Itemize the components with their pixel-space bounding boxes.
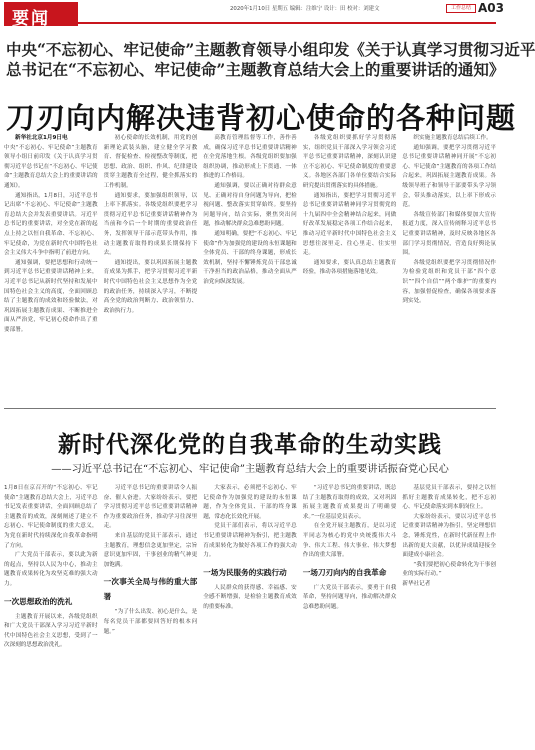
body-paragraph: 基层党员干部表示，要持之以恒抓好主题教育成果转化，把不忘初心、牢记使命落实到本职岗位上。: [402, 485, 496, 511]
body-paragraph: 人民群众的获得感、幸福感、安全感不断增强，是检验主题教育成效的重要标准。: [203, 584, 297, 610]
article-1-kicker-line-1: 中央“不忘初心、牢记使命”主题教育领导小组印发《关于认真学习贯彻习近平: [6, 40, 535, 59]
dateline: 新华社北京1月9日电: [15, 135, 68, 141]
body-paragraph: 通知强调，要以正确对待群众意见、正确对待自身问题为导向，把检视问题、整改落实贯穿始终。要坚持问题导向，结合实际，聚焦突出问题，推动解决群众急难愁盼问题。: [203, 182, 297, 228]
body-paragraph: 通知指出，要把学习贯彻习近平总书记重要讲话精神同学习贯彻党的十九届四中全会精神结合起来，同做好改革发展稳定各项工作结合起来，推动习近平新时代中国特色社会主义思想往深里走、往心里走、往实里走。: [302, 192, 397, 257]
body-paragraph: 通知强调，要把思想和行动统一到习近平总书记重要讲话精神上来，习近平总书记从新时代坚持和发展中国特色社会主义的高度，全面回顾总结了主题教育的成效和经验做法，对巩固拓展主题教育成果、不断推进全面从严治党，牢记初心使命作出了重要部署。: [4, 259, 98, 333]
article-divider: [4, 408, 496, 409]
body-paragraph: 党员干部们表示，将以习近平总书记重要讲话精神为指引，把主题教育成果转化为做好各项工作的强大动力。: [203, 523, 297, 559]
article-1-kicker-line-2: 总书记在“不忘初心、牢记使命”主题教育总结大会上的重要讲话的通知》: [6, 60, 505, 79]
article1-column: [402, 134, 496, 402]
article-1-body: [4, 134, 496, 402]
section-tag-label: 要闻: [12, 9, 50, 29]
body-paragraph: “为了什么出发、初心是什么，是每名党员干部都要回答好的根本问题。”: [103, 609, 198, 635]
body-paragraph: 广大党员干部表示，要以此为新的起点，坚持以人民为中心，推动主题教育成果转化为攻坚克难的强大动力。: [4, 552, 98, 587]
body-paragraph: 各级宣传部门和媒体要加大宣传报道力度，深入宣传阐释习近平总书记重要讲话精神，及时反映各地区各部门学习贯彻情况，营造良好舆论氛围。: [402, 211, 496, 257]
body-paragraph: “习近平总书记的重要讲话，既总结了主题教育取得的成效，又对巩固拓展主题教育成果提出了明确要求。”一位基层党员表示。: [302, 485, 397, 520]
masthead: [0, 0, 504, 30]
article2-column: [303, 484, 397, 746]
article-1-headline: 刀刃向内解决违背初心使命的各种问题: [6, 101, 517, 135]
article1-column: [303, 134, 397, 402]
article1-column: [203, 134, 297, 402]
section-subheading: 一次思想政治的洗礼: [4, 596, 73, 606]
body-paragraph: 1月8日在京召开的“不忘初心、牢记使命”主题教育总结大会上，习近平总书记发表重要讲话，全面回顾总结了主题教育的成效，深刻阐述了建立不忘初心、牢记使命制度的重大意义，为党在新时代持续深化自我革命指明了方向。: [4, 485, 98, 549]
body-paragraph: 通知明确，要把“不忘初心、牢记使命”作为加强党的建设的永恒课题和全体党员、干部的终身课题，形成长效机制，坚持不懈锤炼党员干部忠诚干净担当的政治品格，推动全面从严治党向纵深发展。: [203, 230, 297, 285]
article1-column: [104, 134, 198, 402]
article2-column: [203, 484, 297, 746]
body-paragraph: 通知强调，要把学习贯彻习近平总书记重要讲话精神同开展“不忘初心、牢记使命”主题教育的各项工作结合起来，巩固拓展主题教育成果。各级领导班子和领导干部要带头学习领会，带头推动落实，以上率下形成示范。: [402, 144, 496, 209]
masthead-rule: [78, 22, 496, 24]
section-subheading: 一场为民服务的实践行动: [203, 567, 287, 577]
body-paragraph: 高教育管理监督等工作，善作善成，确保习近平总书记重要讲话精神在全党落地生根。各级党组织要加强组织协调，推动形成上下贯通、一体推进的工作格局。: [203, 135, 297, 180]
body-paragraph: 织实施主题教育总结后续工作。: [413, 135, 492, 141]
section-box-label: 工作总结: [446, 4, 476, 13]
body-paragraph: 通知要求，要认真总结主题教育经验，推动各项措施落地见效。: [302, 259, 397, 276]
issue-info: 2020年1月10日 星期五 编辑：注维宁 设计：田 校对：刘建文: [230, 6, 380, 12]
section-subheading: 一场刀刃向内的自我革命: [302, 567, 387, 577]
body-paragraph: 来自基层的党员干部表示，通过主题教育，理想信念更加坚定，宗旨意识更加牢固，干事创业的精气神更加饱满。: [103, 532, 198, 568]
article-2-body: [4, 484, 496, 746]
body-paragraph: 中央“不忘初心、牢记使命”主题教育领导小组日前印发《关于认真学习贯彻习近平总书记在“不忘初心、牢记使命”主题教育总结大会上的重要讲话的通知》。: [4, 144, 98, 189]
body-paragraph: “我们要把初心使命转化为干事创业的实际行动。”: [402, 561, 496, 578]
section-subheading: 一次事关全局与伟的重大部署: [103, 577, 198, 602]
body-paragraph: 广大党员干部表示，要勇于自我革命，坚持问题导向，推动解决群众急难愁盼问题。: [302, 584, 397, 610]
article2-column: [104, 484, 198, 746]
article-2-headline: 新时代深化党的自我革命的生动实践: [58, 431, 442, 458]
article-2-subtitle: ——习近平总书记在“不忘初心、牢记使命”主题教育总结大会上的重要讲话振奋党心民心: [51, 464, 449, 475]
page-number: A03: [478, 1, 504, 15]
body-paragraph: 新华社记者: [402, 580, 431, 587]
body-paragraph: 在全党开展主题教育，是以习近平同志为核心的党中央统揽伟大斗争、伟大工程、伟大事业、伟大梦想作出的重大部署。: [302, 523, 397, 559]
body-paragraph: 初心使命的长效机制，用党的创新理论武装头脑，建立健全学习教育、督促检查、检视整改等制度，把思想、政治、组织、作风、纪律建设贯穿主题教育全过程，健全抓落实的工作机制。: [103, 135, 198, 189]
body-paragraph: 大家纷纷表示，要以习近平总书记重要讲话精神为指引，坚定理想信念，锤炼党性，在新时代新征程上作出新的更大贡献，以优异成绩迎接全面建成小康社会。: [402, 513, 496, 559]
body-paragraph: 通知提出，要以巩固拓展主题教育成果为抓手，把学习贯彻习近平新时代中国特色社会主义思想作为全党的政治任务，持续深入学习，不断提高全党的政治判断力、政治领悟力、政治执行力。: [103, 259, 198, 314]
body-paragraph: 习近平总书记的重要讲话令人振奋、催人奋进。大家纷纷表示，要把学习贯彻习近平总书记重要讲话精神作为重要政治任务，推动学习往深里走。: [103, 485, 198, 530]
section-tag: [4, 2, 78, 29]
article1-column: [4, 134, 98, 402]
article2-column: [402, 484, 496, 746]
body-paragraph: 主题教育开展以来，各级党组织和广大党员干部深入学习习近平新时代中国特色社会主义思想，受到了一次深刻的思想政治洗礼。: [4, 613, 98, 649]
body-paragraph: 各级党组织要抓好学习贯彻落实，组织党员干部深入学习领会习近平总书记重要讲话精神，深刻认识建立不忘初心、牢记使命制度的重要意义。各地区各部门各单位要结合实际研究提出贯彻落实的具体措施。: [302, 135, 397, 189]
body-paragraph: 通知指出，1月8日，习近平总书记出席“不忘初心、牢记使命”主题教育总结大会并发表重要讲话。习近平总书记的重要讲话，对全党在新的起点上持之以恒自我革命、不忘初心、牢记使命，为党在新时代中国特色社会主义伟大斗争中指明了前进方向。: [4, 192, 98, 257]
body-paragraph: 通知要求，要加强组织领导，以上率下抓落实。各级党组织要把学习贯彻习近平总书记重要讲话精神作为当前和今后一个时期的重要政治任务，发挥领导干部示范带头作用，推动主题教育取得的成果长期保持下去。: [103, 192, 198, 257]
article2-column: [4, 484, 98, 746]
body-paragraph: 各级党组织要把学习贯彻情况作为检验党组织和党员干部“四个意识”“四个自信”“两个维护”的重要内容，加强督促检查，确保各项要求落到实处。: [402, 259, 496, 305]
body-paragraph: 大家表示，必须把不忘初心、牢记使命作为加强党的建设的永恒课题，作为全体党员、干部的终身课题，常态化长效化开展。: [203, 485, 297, 520]
